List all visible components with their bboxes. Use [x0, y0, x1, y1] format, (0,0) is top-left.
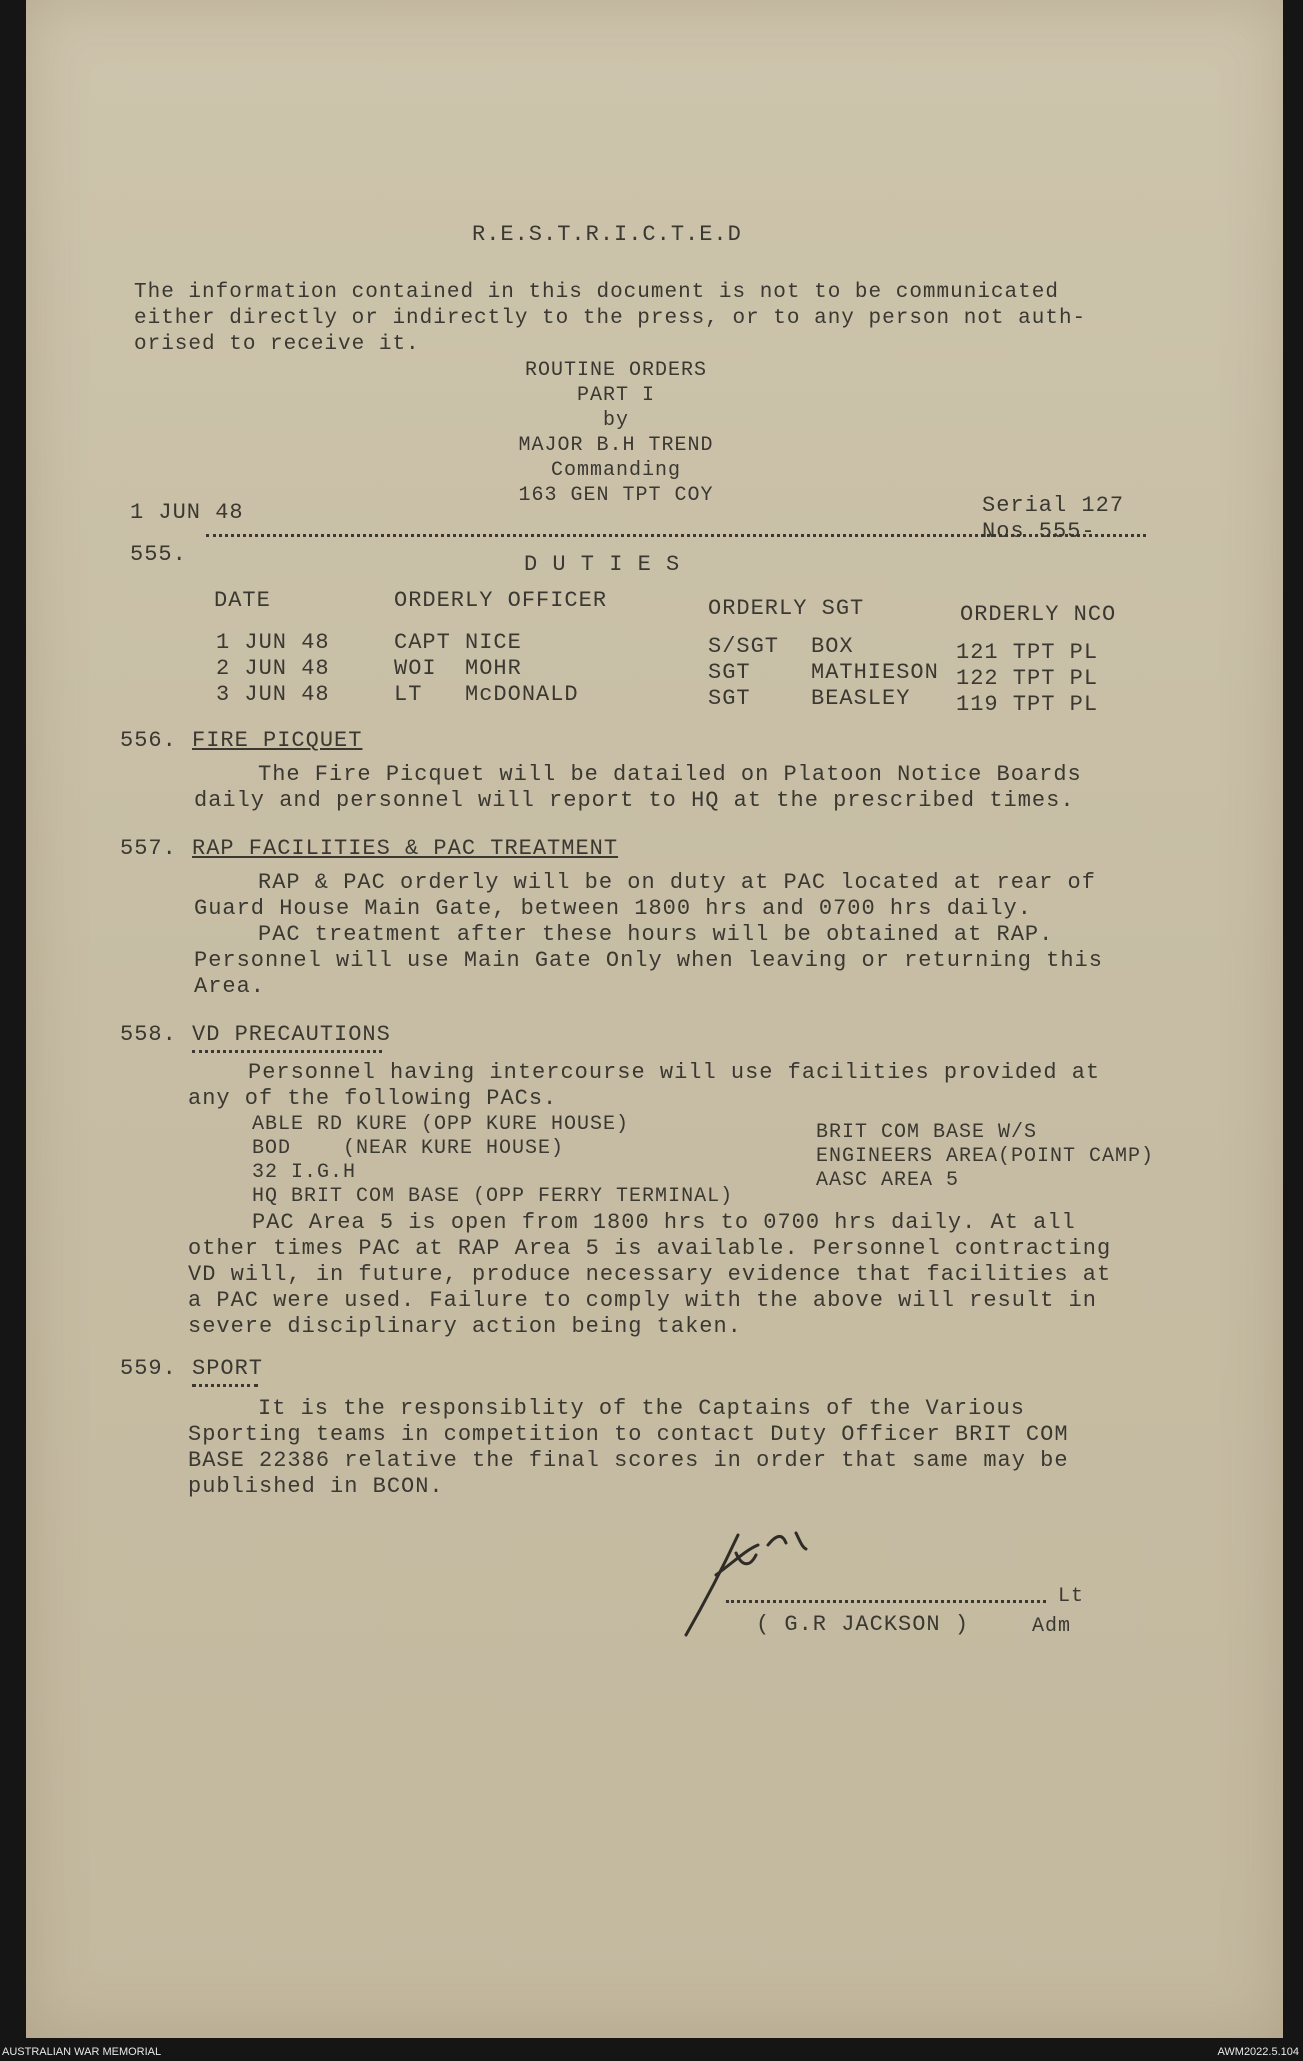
vd-heading: VD PRECAUTIONS [192, 1022, 391, 1047]
footer-archive-name: AUSTRALIAN WAR MEMORIAL [2, 2046, 162, 2058]
title-unit: 163 GEN TPT COY [518, 484, 714, 507]
duty-row-2-officer: WOI MOHR [394, 656, 522, 681]
vd-para-line-1: PAC Area 5 is open from 1800 hrs to 0700 hrs daily. At all [252, 1210, 1076, 1235]
restricted-heading: R.E.S.T.R.I.C.T.E.D [472, 222, 742, 247]
rap-line-4: Personnel will use Main Gate Only when leaving or returning this [194, 948, 1103, 973]
vd-pac-right-1: BRIT COM BASE W/S [816, 1121, 1038, 1144]
document-page [26, 0, 1283, 2038]
vd-pac-left-2: BOD (NEAR KURE HOUSE) [252, 1137, 565, 1160]
order-numbers: Nos 555- [982, 519, 1096, 544]
rap-line-3: PAC treatment after these hours will be obtained at RAP. [258, 922, 1054, 947]
serial-number: Serial 127 [982, 493, 1125, 518]
notice-line-1: The information contained in this document is not to be communicated [134, 281, 1059, 304]
vd-pac-right-2: ENGINEERS AREA(POINT CAMP) [816, 1145, 1155, 1168]
duties-heading: D U T I E S [524, 552, 681, 577]
notice-line-2: either directly or indirectly to the press, or to any person not auth- [134, 307, 1087, 330]
duty-row-3-date: 3 JUN 48 [216, 682, 330, 707]
title-commanding: Commanding [550, 459, 682, 482]
fire-picquet-heading: FIRE PICQUET [192, 728, 363, 753]
notice-line-3: orised to receive it. [134, 333, 420, 356]
vd-para-line-4: a PAC were used. Failure to comply with the above will result in [188, 1288, 1097, 1313]
col-header-officer: ORDERLY OFFICER [394, 588, 608, 613]
section-number-556: 556. [120, 728, 177, 753]
duty-row-1-nco: 121 TPT PL [956, 640, 1099, 665]
footer-accession-number: AWM2022.5.104 [1217, 2046, 1299, 2058]
duty-row-2-date: 2 JUN 48 [216, 656, 330, 681]
sport-line-1: It is the responsiblity of the Captains of the Various [258, 1396, 1025, 1421]
signatory-name: ( G.R JACKSON ) [756, 1612, 970, 1637]
order-date: 1 JUN 48 [130, 500, 244, 525]
rap-heading: RAP FACILITIES & PAC TREATMENT [192, 836, 619, 861]
title-part: PART I [576, 384, 655, 407]
signatory-rank: Lt [1058, 1585, 1085, 1608]
vd-pac-left-4: HQ BRIT COM BASE (OPP FERRY TERMINAL) [252, 1185, 734, 1208]
sport-line-2: Sporting teams in competition to contact Duty Officer BRIT COM [188, 1422, 1069, 1447]
col-header-sgt: ORDERLY SGT [708, 596, 865, 621]
duty-row-1-officer: CAPT NICE [394, 630, 522, 655]
vd-line-1: Personnel having intercourse will use facilities provided at [248, 1060, 1101, 1085]
section-number-559: 559. [120, 1356, 177, 1381]
rap-line-2: Guard House Main Gate, between 1800 hrs and 0700 hrs daily. [194, 896, 1032, 921]
sport-heading-underline [192, 1384, 258, 1387]
signature-line [726, 1600, 1046, 1603]
col-header-nco: ORDERLY NCO [960, 602, 1117, 627]
vd-para-line-5: severe disciplinary action being taken. [188, 1314, 742, 1339]
title-routine-orders: ROUTINE ORDERS [524, 359, 708, 382]
section-number-558: 558. [120, 1022, 177, 1047]
sport-line-3: BASE 22386 relative the final scores in order that same may be [188, 1448, 1069, 1473]
rap-line-5: Area. [194, 974, 266, 999]
fire-picquet-line-2: daily and personnel will report to HQ at the prescribed times. [194, 788, 1075, 813]
sport-heading: SPORT [192, 1356, 264, 1381]
duty-row-2-sgt-name: MATHIESON [811, 660, 939, 685]
vd-pac-left-1: ABLE RD KURE (OPP KURE HOUSE) [252, 1113, 630, 1136]
duty-row-2-sgt-rank: SGT [708, 660, 751, 685]
duty-row-2-nco: 122 TPT PL [956, 666, 1099, 691]
signatory-role: Adm [1032, 1615, 1072, 1638]
fire-picquet-line-1: The Fire Picquet will be datailed on Platoon Notice Boards [258, 762, 1082, 787]
duty-row-1-sgt-name: BOX [811, 634, 854, 659]
duty-row-3-sgt-name: BEASLEY [811, 686, 911, 711]
col-header-date: DATE [214, 588, 271, 613]
vd-line-2: any of the following PACs. [188, 1086, 558, 1111]
title-by: by [602, 409, 629, 432]
duty-row-1-date: 1 JUN 48 [216, 630, 330, 655]
duty-row-3-sgt-rank: SGT [708, 686, 751, 711]
vd-pac-left-3: 32 I.G.H [252, 1161, 357, 1184]
title-major: MAJOR B.H TREND [518, 434, 714, 457]
vd-para-line-3: VD will, in future, produce necessary evidence that facilities at [188, 1262, 1112, 1287]
duty-row-1-sgt-rank: S/SGT [708, 634, 780, 659]
vd-para-line-2: other times PAC at RAP Area 5 is available. Personnel contracting [188, 1236, 1112, 1261]
vd-heading-underline [192, 1050, 382, 1053]
vd-pac-right-3: AASC AREA 5 [816, 1169, 960, 1192]
header-divider [206, 534, 1146, 537]
rap-line-1: RAP & PAC orderly will be on duty at PAC located at rear of [258, 870, 1096, 895]
duty-row-3-officer: LT McDONALD [394, 682, 579, 707]
duty-row-3-nco: 119 TPT PL [956, 692, 1099, 717]
section-number-555: 555. [130, 542, 187, 567]
sport-line-4: published in BCON. [188, 1474, 444, 1499]
section-number-557: 557. [120, 836, 177, 861]
